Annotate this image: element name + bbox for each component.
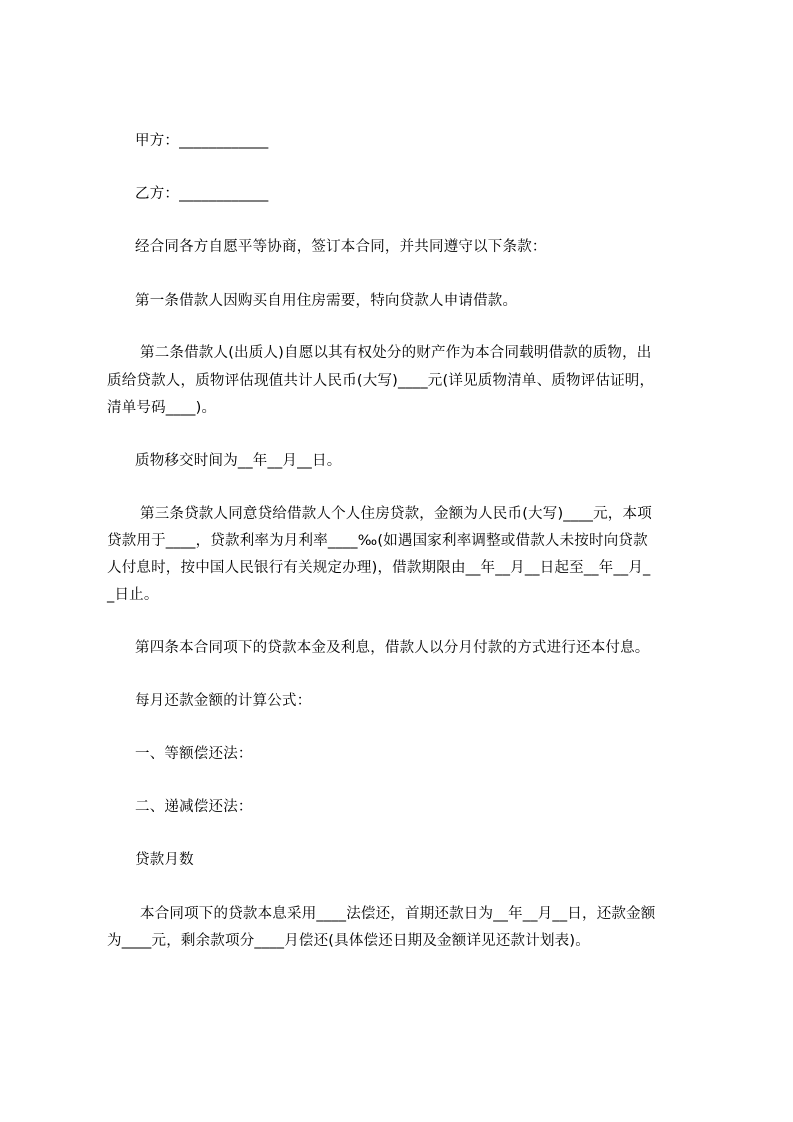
article-2-line-1: 第二条借款人(出质人)自愿以其有权处分的财产作为本合同载明借款的质物，出 (140, 345, 652, 361)
article-3-line-2: 贷款用于____，贷款利率为月利率____‰(如遇国家利率调整或借款人未按时向贷款 (107, 533, 648, 549)
article-2-line-3: 清单号码____)。 (107, 400, 217, 416)
loan-months: 贷款月数 (135, 852, 194, 868)
article-3-line-4: _日止。 (107, 587, 159, 603)
article-3-line-3: 人付息时，按中国人民银行有关规定办理)，借款期限由__年__月__日起至__年__月_ (107, 560, 651, 576)
formula-title: 每月还款金额的计算公式： (135, 693, 312, 709)
transfer-time: 质物移交时间为__年__月__日。 (135, 453, 342, 469)
preamble: 经合同各方自愿平等协商，签订本合同，并共同遵守以下条款： (135, 239, 547, 255)
article-2-line-2: 质给贷款人，质物评估现值共计人民币(大写)____元(详见质物清单、质物评估证明， (107, 373, 655, 389)
article-3-line-1: 第三条贷款人同意贷给借款人个人住房贷款，金额为人民币(大写)____元，本项 (140, 506, 652, 522)
repayment-line-2: 为____元，剩余款项分____月偿还(具体偿还日期及金额详见还款计划表)。 (107, 933, 590, 949)
method-2: 二、递减偿还法： (135, 799, 253, 815)
method-1: 一、等额偿还法： (135, 746, 253, 762)
repayment-line-1: 本合同项下的贷款本息采用____法偿还，首期还款日为__年__月__日，还款金额 (140, 906, 656, 922)
party-a-line: 甲方：____________ (135, 133, 269, 149)
article-4: 第四条本合同项下的贷款本金及利息，借款人以分月付款的方式进行还本付息。 (135, 640, 650, 656)
article-1: 第一条借款人因购买自用住房需要，特向贷款人申请借款。 (135, 293, 518, 309)
party-b-line: 乙方：____________ (135, 186, 269, 202)
